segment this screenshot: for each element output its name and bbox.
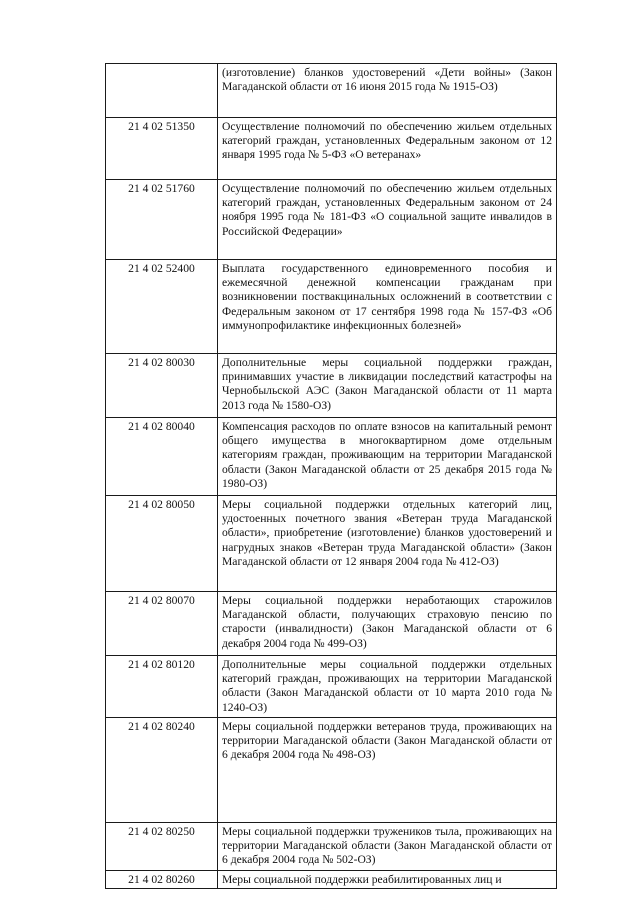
row-code: 21 4 02 80050 — [106, 496, 218, 592]
row-description: Меры социальной поддержки ветеранов труда, проживающих на территории Магаданской области (Закон Магаданской области от 6 декабря 2004 года № 498-ОЗ) — [218, 718, 557, 823]
row-code: 21 4 02 80260 — [106, 871, 218, 889]
row-code: 21 4 02 80120 — [106, 656, 218, 718]
table-row — [106, 718, 557, 823]
row-code: 21 4 02 80250 — [106, 823, 218, 871]
table-row — [106, 418, 557, 496]
row-description: Компенсация расходов по оплате взносов на капитальный ремонт общего имущества в многоквартирном доме отдельным категориям граждан, проживающим на территории Магаданской области (Закон Магаданской области от 25 декабря 2015 года № 1980-ОЗ) — [218, 418, 557, 496]
row-description: Осуществление полномочий по обеспечению жильем отдельных категорий граждан, установленных Федеральным законом от 12 января 1995 года № 5-ФЗ «О ветеранах» — [218, 118, 557, 180]
table-row — [106, 823, 557, 871]
table-row — [106, 118, 557, 180]
budget-classification-table — [105, 63, 557, 889]
table-row — [106, 496, 557, 592]
row-description: Осуществление полномочий по обеспечению жильем отдельных категорий граждан, установленных Федеральным законом от 24 ноября 1995 года № 181-ФЗ «О социальной защите инвалидов в Российской Федерации» — [218, 180, 557, 260]
row-description: (изготовление) бланков удостоверений «Дети войны» (Закон Магаданской области от 16 июня 2015 года № 1915-ОЗ) — [218, 64, 557, 118]
row-code: 21 4 02 51350 — [106, 118, 218, 180]
row-description: Выплата государственного единовременного пособия и ежемесячной денежной компенсации гражданам при возникновении поствакцинальных осложнений в соответствии с Федеральным законом от 17 сентября 1998 года № 157-ФЗ «Об иммунопрофилактике инфекционных болезней» — [218, 260, 557, 354]
row-code: 21 4 02 80030 — [106, 354, 218, 418]
row-description: Меры социальной поддержки реабилитированных лиц и — [218, 871, 557, 889]
row-code: 21 4 02 80040 — [106, 418, 218, 496]
row-code: 21 4 02 80070 — [106, 592, 218, 656]
table-row — [106, 656, 557, 718]
table-row — [106, 260, 557, 354]
row-description: Дополнительные меры социальной поддержки граждан, принимавших участие в ликвидации последствий катастрофы на Чернобыльской АЭС (Закон Магаданской области от 11 марта 2013 года № 1580-ОЗ) — [218, 354, 557, 418]
table-row — [106, 180, 557, 260]
row-description: Меры социальной поддержки отдельных категорий лиц, удостоенных почетного звания «Ветеран труда Магаданской области», приобретение (изготовление) бланков удостоверений и нагрудных знаков «Ветеран труда Магаданской области» (Закон Магаданской области от 12 января 2004 года № 412-ОЗ) — [218, 496, 557, 592]
table-row — [106, 354, 557, 418]
row-code: 21 4 02 80240 — [106, 718, 218, 823]
row-code: 21 4 02 51760 — [106, 180, 218, 260]
table-row — [106, 64, 557, 118]
row-description: Меры социальной поддержки тружеников тыла, проживающих на территории Магаданской области (Закон Магаданской области от 6 декабря 2004 года № 502-ОЗ) — [218, 823, 557, 871]
table-row — [106, 592, 557, 656]
table-row — [106, 871, 557, 889]
row-description: Меры социальной поддержки неработающих старожилов Магаданской области, получающих страховую пенсию по старости (инвалидности) (Закон Магаданской области от 6 декабря 2004 года № 499-ОЗ) — [218, 592, 557, 656]
row-description: Дополнительные меры социальной поддержки отдельных категорий граждан, проживающих на территории Магаданской области (Закон Магаданской области от 10 марта 2010 года № 1240-ОЗ) — [218, 656, 557, 718]
row-code — [106, 64, 218, 118]
row-code: 21 4 02 52400 — [106, 260, 218, 354]
